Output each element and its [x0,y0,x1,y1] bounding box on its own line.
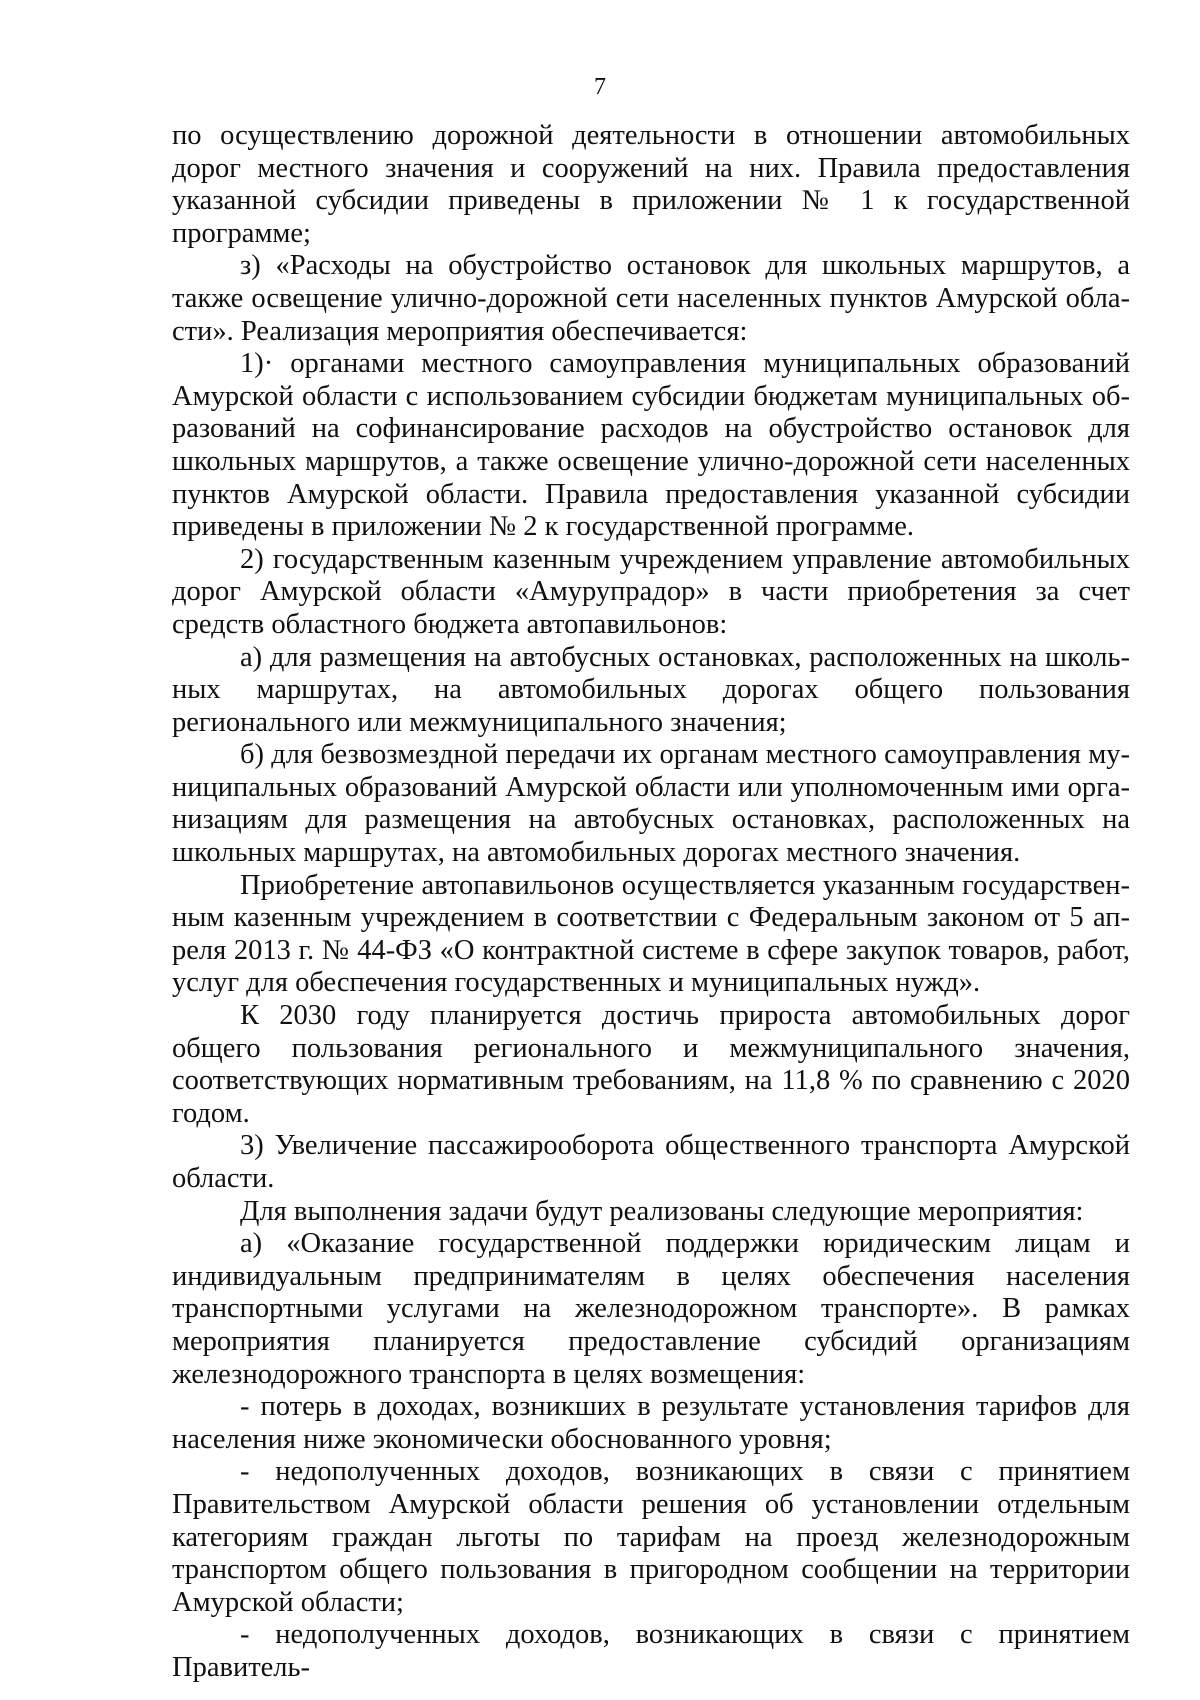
paragraph: Приобретение автопавильонов осуществляется указанным государственным казенным учреждением в соответствии с Федеральным законом от 5 апреля 2013 г. № 44-ФЗ «О контрактной системе в сфере закупок товаров, работ, услуг для обеспечения государственных и муниципальных нужд». [172,869,1130,999]
paragraph: - недополученных доходов, возникающих в связи с принятием Правительством Амурской области решения об установлении отдельным категориям граждан льготы по тарифам на проезд железнодорожным транспортом общего пользования в пригородном сообщении на территории Амурской области; [172,1456,1130,1618]
paragraph: а) «Оказание государственной поддержки юридическим лицам и индивидуальным предпринимателям в целях обеспечения населения транспортными услугами на железнодорожном транспорте». В рамках мероприятия планируется предоставление субсидий организациям железнодорожного транспорта в целях возмещения: [172,1228,1130,1390]
paragraph: - недополученных доходов, возникающих в связи с принятием Правитель- [172,1619,1130,1683]
paragraph: 3) Увеличение пассажирооборота общественного транспорта Амурской области. [172,1130,1130,1194]
paragraph: 1)· органами местного самоуправления муниципальных образований Амурской области с использованием субсидии бюджетам муниципальных образований на софинансирование расходов на обустройство остановок для школьных маршрутов, а также освещение улично-дорожной сети населенных пунктов Амурской области. Правила предоставления указанной субсидии приведены в приложении № 2 к государственной программе. [172,348,1130,543]
paragraph: Для выполнения задачи будут реализованы следующие мероприятия: [240,1195,1084,1227]
document-body [172,120,1130,1685]
paragraph: а) для размещения на автобусных остановках, расположенных на школьных маршрутах, на автомобильных дорогах общего пользования регионального или межмуниципального значения; [172,641,1130,738]
paragraph: К 2030 году планируется достичь прироста автомобильных дорог общего пользования регионального и межмуниципального значения, соответствующих нормативным требованиям, на 11,8 % по сравнению с 2020 годом. [172,1000,1130,1129]
paragraph: по осуществлению дорожной деятельности в отношении автомобильных дорог местного значения и сооружений на них. Правила предоставления указанной субсидии приведены в приложении № 1 к государственной программе; [172,120,1130,249]
paragraph: б) для безвозмездной передачи их органам местного самоуправления муниципальных образований Амурской области или уполномоченным ими организациям для размещения на автобусных остановках, расположенных на школьных маршрутах, на автомобильных дорогах местного значения. [172,739,1130,869]
paragraph: 2) государственным казенным учреждением управление автомобильных дорог Амурской области «Амурупрадор» в части приобретения за счет средств областного бюджета автопавильонов: [172,543,1130,640]
paragraph: з) «Расходы на обустройство остановок для школьных маршрутов, а также освещение улично-дорожной сети населенных пунктов Амурской области». Реализация мероприятия обеспечивается: [172,250,1130,347]
page-number: 7 [594,74,606,100]
paragraph: - потерь в доходах, возникших в результате установления тарифов для населения ниже экономически обоснованного уровня; [172,1391,1130,1455]
